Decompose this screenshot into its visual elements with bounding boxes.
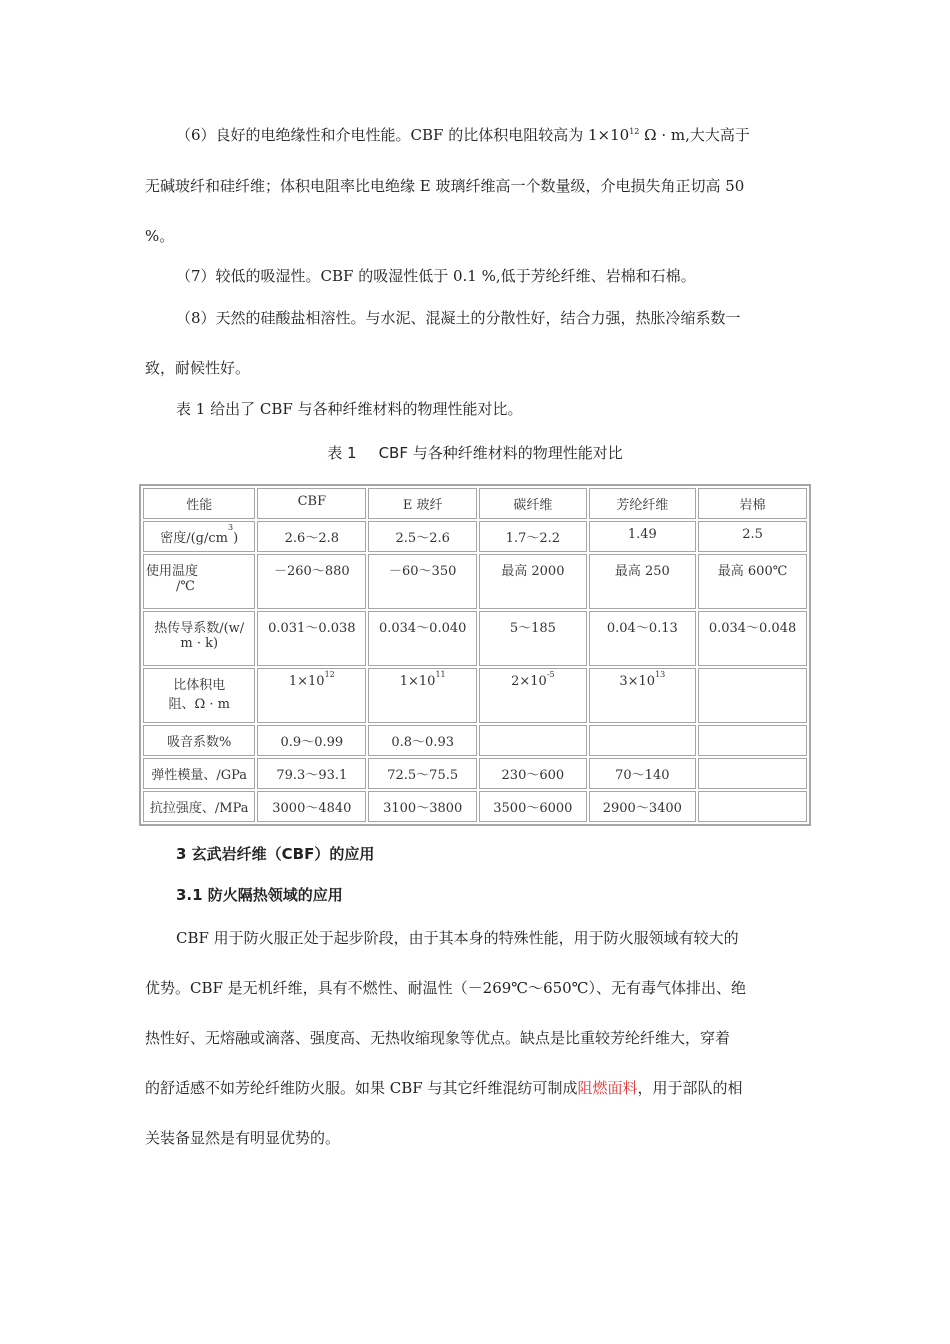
table-cell	[698, 668, 807, 723]
table-cell: 2900～3400	[589, 791, 696, 822]
table-cell	[698, 758, 807, 789]
table-row-resistivity	[143, 668, 807, 723]
table-caption	[0, 442, 950, 463]
table-header-cell: 岩棉	[698, 488, 807, 519]
table-cell	[479, 725, 586, 756]
table-cell: 5～185	[479, 611, 586, 666]
table-caption-title: CBF 与各种纤维材料的物理性能对比	[378, 444, 623, 462]
table-header-cell: 碳纤维	[479, 488, 586, 519]
table-cell: 1.49	[589, 521, 696, 552]
table-cell: 230～600	[479, 758, 586, 789]
table-cell: 最高 2000	[479, 554, 586, 609]
paragraph-8-line-1: （8）天然的硅酸盐相溶性。与水泥、混凝土的分散性好，结合力强，热胀冷缩系数一	[176, 309, 741, 327]
table-row-temperature	[143, 554, 807, 609]
section-3-1-line-5: 关装备显然是有明显优势的。	[145, 1129, 341, 1147]
table-cell: $1\times 10^{11}$	[368, 668, 477, 723]
table-cell: 0.034～0.048	[698, 611, 807, 666]
table-header-cell: CBF	[257, 488, 366, 519]
row-label-sound: 吸音系数%	[143, 725, 255, 756]
table-cell: $3\times 10^{13}$	[589, 668, 696, 723]
paragraph-7: （7）较低的吸湿性。CBF 的吸湿性低于 0.1 %,低于芳纶纤维、岩棉和石棉。	[176, 267, 696, 285]
table-caption-label: 表 1	[327, 444, 357, 462]
table-header-cell: E 玻纤	[368, 488, 477, 519]
paragraph-6-line-1: （6）良好的电绝缘性和介电性能。CBF 的比体积电阻较高为 $1\times 10^{12}$ Ω · m,大大高于	[176, 126, 750, 144]
table-cell: 0.04～0.13	[589, 611, 696, 666]
table-cell: 79.3～93.1	[257, 758, 366, 789]
table-cell: 2.5～2.6	[368, 521, 477, 552]
table-cell: 70～140	[589, 758, 696, 789]
subsection-heading: 3.1 防火隔热领域的应用	[176, 886, 343, 904]
table-cell: 2.5	[698, 521, 807, 552]
table-cell: $1\times 10^{12}$	[257, 668, 366, 723]
table-cell: 3500～6000	[479, 791, 586, 822]
flame-retardant-fabric-link[interactable]: 阻燃面料	[577, 1079, 638, 1097]
paragraph-8-line-2: 致，耐候性好。	[145, 359, 251, 377]
table-cell: $2\times 10^{-5}$	[479, 668, 586, 723]
table-cell: 最高 250	[589, 554, 696, 609]
fiber-properties-table	[139, 484, 811, 826]
table-row-conductivity	[143, 611, 807, 666]
table-cell: 0.8～0.93	[368, 725, 477, 756]
table-header-cell: 芳纶纤维	[589, 488, 696, 519]
section-heading: 3 玄武岩纤维（CBF）的应用	[176, 845, 375, 863]
row-label-strength: 抗拉强度、/MPa	[143, 791, 255, 822]
table-cell	[698, 791, 807, 822]
table-cell: 0.034～0.040	[368, 611, 477, 666]
row-label-resistivity: 比体积电 阻、Ω · m	[143, 668, 255, 723]
table-cell: 2.6～2.8	[257, 521, 366, 552]
row-label-conductivity: 热传导系数/(w/ m · k)	[143, 611, 255, 666]
table-row-sound	[143, 725, 807, 756]
table-cell: 最高 600℃	[698, 554, 807, 609]
table-cell: －60～350	[368, 554, 477, 609]
table-row-strength	[143, 791, 807, 822]
table-cell: 1.7～2.2	[479, 521, 586, 552]
table-row-density	[143, 521, 807, 552]
row-label-density: 密度$/(g/cm^3)$	[143, 521, 255, 552]
section-3-1-line-4: 的舒适感不如芳纶纤维防火服。如果 CBF 与其它纤维混纺可制成阻燃面料，用于部队的相	[145, 1079, 743, 1097]
paragraph-6-line-2: 无碱玻纤和硅纤维；体积电阻率比电绝缘 E 玻璃纤维高一个数量级，介电损失角正切高 50	[145, 177, 745, 195]
section-3-1-line-3: 热性好、无熔融或滴落、强度高、无热收缩现象等优点。缺点是比重较芳纶纤维大，穿着	[145, 1029, 731, 1047]
section-3-1-line-2: 优势。CBF 是无机纤维，具有不燃性、耐温性（－269℃～650℃）、无有毒气体排出、绝	[145, 979, 746, 997]
table-row-modulus	[143, 758, 807, 789]
table-cell	[589, 725, 696, 756]
table-cell: 72.5～75.5	[368, 758, 477, 789]
table-header-cell: 性能	[143, 488, 255, 519]
table-intro: 表 1 给出了 CBF 与各种纤维材料的物理性能对比。	[176, 400, 523, 418]
section-3-1-line-1: CBF 用于防火服正处于起步阶段，由于其本身的特殊性能，用于防火服领域有较大的	[176, 929, 739, 947]
table-cell: 3000～4840	[257, 791, 366, 822]
row-label-modulus: 弹性模量、/GPa	[143, 758, 255, 789]
table-cell: 3100～3800	[368, 791, 477, 822]
table-header-row	[143, 488, 807, 519]
row-label-temperature: 使用温度 /℃	[143, 554, 255, 609]
table-cell	[698, 725, 807, 756]
table-cell: 0.9～0.99	[257, 725, 366, 756]
table-cell: －260～880	[257, 554, 366, 609]
table-cell: 0.031～0.038	[257, 611, 366, 666]
paragraph-6-line-3: %。	[145, 227, 175, 245]
